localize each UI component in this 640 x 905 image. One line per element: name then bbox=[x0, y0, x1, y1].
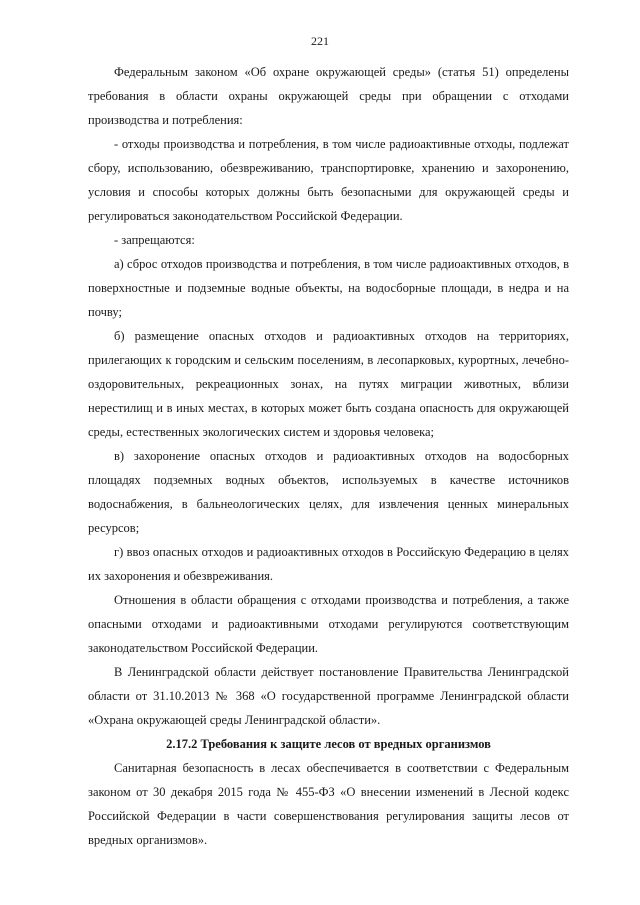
paragraph: г) ввоз опасных отходов и радиоактивных отходов в Российскую Федерацию в целях их захоронения и обезвреживания. bbox=[88, 545, 569, 583]
section-heading: 2.17.2 Требования к защите лесов от вредных организмов bbox=[166, 737, 491, 751]
paragraph: а) сброс отходов производства и потребления, в том числе радиоактивных отходов, в поверхностные и подземные водные объекты, на водосборные площади, в недра и на почву; bbox=[88, 257, 569, 319]
paragraph: Федеральным законом «Об охране окружающей среды» (статья 51) определены требования в области охраны окружающей среды при обращении с отходами производства и потребления: bbox=[88, 65, 569, 127]
paragraph: - отходы производства и потребления, в том числе радиоактивные отходы, подлежат сбору, использованию, обезвреживанию, транспортировке, хранению и захоронению, условия и способы которых должны быть безопасными для окружающей среды и регулироваться законодательством Российской Федерации. bbox=[88, 137, 569, 223]
paragraph: - запрещаются: bbox=[114, 233, 195, 247]
page-number: 221 bbox=[311, 34, 329, 48]
paragraph: б) размещение опасных отходов и радиоактивных отходов на территориях, прилегающих к городским и сельским поселениям, в лесопарковых, курортных, лечебно-оздоровительных, рекреационных зонах, на путях миграции животных, вблизи нерестилищ и в иных местах, в которых может быть создана опасность для окружающей среды, естественных экологических систем и здоровья человека; bbox=[88, 329, 569, 439]
document-body bbox=[88, 60, 569, 852]
paragraph: Санитарная безопасность в лесах обеспечивается в соответствии с Федеральным законом от 30 декабря 2015 года № 455-ФЗ «О внесении изменений в Лесной кодекс Российской Федерации в части совершенствования регулирования защиты лесов от вредных организмов». bbox=[88, 761, 569, 847]
paragraph: В Ленинградской области действует постановление Правительства Ленинградской области от 31.10.2013 № 368 «О государственной программе Ленинградской области «Охрана окружающей среды Ленинградской области». bbox=[88, 665, 569, 727]
paragraph: в) захоронение опасных отходов и радиоактивных отходов на водосборных площадях подземных водных объектов, используемых в качестве источников водоснабжения, в бальнеологических целях, для извлечения ценных минеральных ресурсов; bbox=[88, 449, 569, 535]
paragraph: Отношения в области обращения с отходами производства и потребления, а также опасными отходами и радиоактивными отходами регулируются соответствующим законодательством Российской Федерации. bbox=[88, 593, 569, 655]
